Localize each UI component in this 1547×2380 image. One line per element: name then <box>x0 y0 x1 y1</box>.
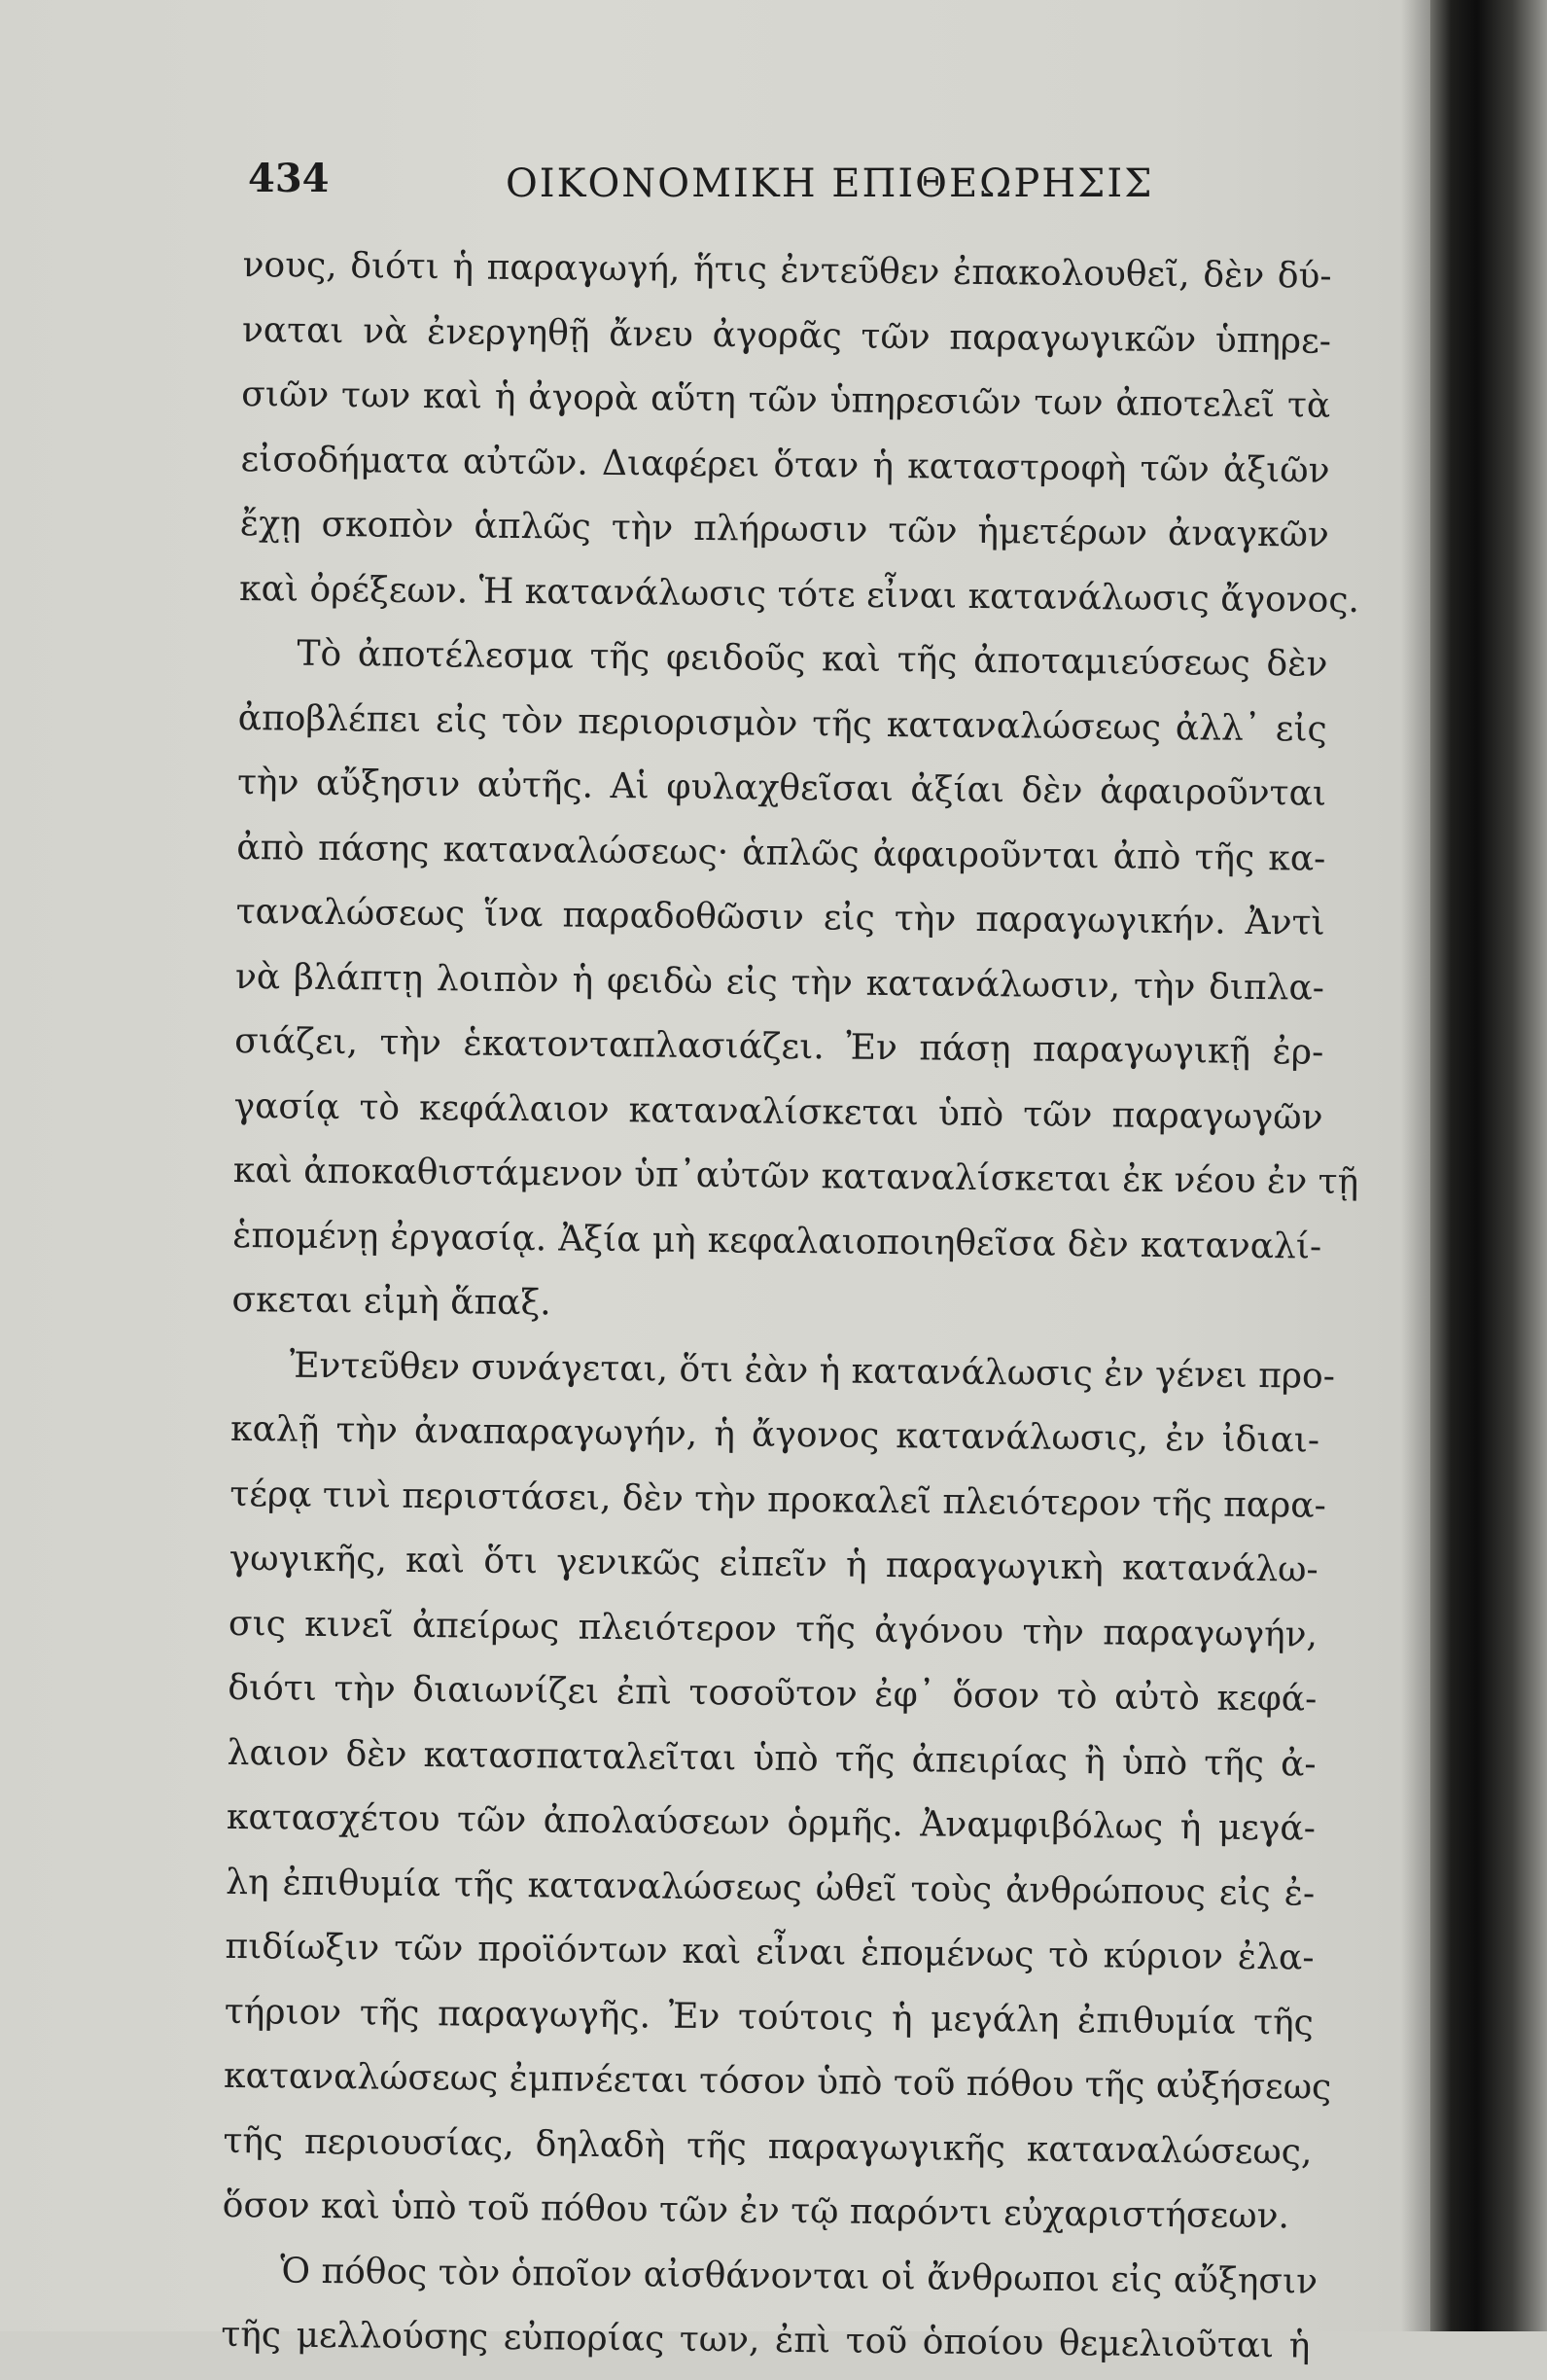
text-line: καὶ ἀποκαθιστάμενον ὑπ᾽αὐτῶν καταναλίσκεται ἐκ νέου ἐν τῇ <box>232 1150 1359 1203</box>
book-spine <box>1430 0 1547 2331</box>
text-line: καλῇ τὴν ἀναπαραγωγήν, ἡ ἄγονος κατανάλωσις, ἐν ἰδιαι- <box>229 1408 1320 1461</box>
text-line: Ἐντεῦθεν συνάγεται, ὅτι ἐὰν ἡ κατανάλωσις ἐν γένει προ- <box>289 1345 1336 1397</box>
text-line: νὰ βλάπτῃ λοιπὸν ἡ φειδὼ εἰς τὴν κατανάλωσιν, τὴν διπλα- <box>234 956 1325 1009</box>
text-line: ἀπὸ πάσης καταναλώσεως· ἁπλῶς ἀφαιροῦνται ἀπὸ τῆς κα- <box>236 827 1326 879</box>
text-line: Τὸ ἀποτέλεσμα τῆς φειδοῦς καὶ τῆς ἀποταμιεύσεως δὲν <box>297 633 1328 685</box>
text-line: λη ἐπιθυμία τῆς καταναλώσεως ὠθεῖ τοὺς ἀνθρώπους εἰς ἐ- <box>226 1862 1316 1914</box>
text-line: σιῶν των καὶ ἡ ἀγορὰ αὕτη τῶν ὑπηρεσιῶν των ἀποτελεῖ τὰ <box>241 373 1331 426</box>
text-line: ὅσον καὶ ὑπὸ τοῦ πόθου τῶν ἐν τῷ παρόντι εὐχαριστήσεων. <box>222 2185 1290 2237</box>
text-line: νους, διότι ἡ παραγωγή, ἥτις ἐντεῦθεν ἐπακολουθεῖ, δὲν δύ- <box>242 244 1332 297</box>
text-line: ταναλώσεως ἵνα παραδοθῶσιν εἰς τὴν παραγωγικήν. Ἀντὶ <box>235 891 1325 943</box>
text-line: τήριον τῆς παραγωγῆς. Ἐν τούτοις ἡ μεγάλη ἐπιθυμία τῆς <box>224 1991 1315 2043</box>
text-line: τὴν αὔξησιν αὐτῆς. Αἱ φυλαχθεῖσαι ἀξίαι δὲν ἀφαιροῦνται <box>236 762 1327 814</box>
text-line: λαιον δὲν κατασπαταλεῖται ὑπὸ τῆς ἀπειρίας ἢ ὑπὸ τῆς ἀ- <box>227 1732 1317 1785</box>
text-line: σιάζει, τὴν ἑκατονταπλασιάζει. Ἐν πάσῃ παραγωγικῇ ἐρ- <box>234 1020 1324 1073</box>
text-line: τέρᾳ τινὶ περιστάσει, δὲν τὴν προκαλεῖ πλειότερον τῆς παρα- <box>229 1474 1326 1526</box>
text-line: σκεται εἰμὴ ἅπαξ. <box>231 1279 551 1324</box>
text-line: ναται νὰ ἐνεργηθῇ ἄνευ ἀγορᾶς τῶν παραγωγικῶν ὑπηρε- <box>241 309 1332 362</box>
text-line: γωγικῆς, καὶ ὅτι γενικῶς εἰπεῖν ἡ παραγωγικὴ κατανάλω- <box>229 1538 1318 1590</box>
text-line: καὶ ὀρέξεων. Ἡ κατανάλωσις τότε εἶναι κατανάλωσις ἄγονος. <box>238 568 1360 621</box>
page-header <box>248 156 1220 224</box>
text-line: ἔχῃ σκοπὸν ἁπλῶς τὴν πλήρωσιν τῶν ἡμετέρων ἀναγκῶν <box>239 503 1330 555</box>
text-line: ἑπομένῃ ἐργασίᾳ. Ἀξία μὴ κεφαλαιοποιηθεῖσα δὲν καταναλί- <box>231 1215 1322 1267</box>
text-line: διότι τὴν διαιωνίζει ἐπὶ τοσοῦτον ἐφ᾽ ὅσον τὸ αὐτὸ κεφά- <box>228 1667 1318 1720</box>
text-line: γασίᾳ τὸ κεφάλαιον καταναλίσκεται ὑπὸ τῶν παραγωγῶν <box>233 1085 1323 1138</box>
text-line: Ὁ πόθος τὸν ὁποῖον αἰσθάνονται οἱ ἄνθρωποι εἰς αὔξησιν <box>279 2251 1318 2302</box>
text-line: σις κινεῖ ἀπείρως πλειότερον τῆς ἀγόνου τὴν παραγωγήν, <box>228 1603 1318 1655</box>
text-line: τῆς περιουσίας, δηλαδὴ τῆς παραγωγικῆς καταναλώσεως, <box>223 2120 1313 2173</box>
text-line: τῆς μελλούσης εὐπορίας των, ἐπὶ τοῦ ὁποίου θεμελιοῦται ἡ <box>221 2314 1311 2366</box>
text-line: ἀποβλέπει εἰς τὸν περιορισμὸν τῆς καταναλώσεως ἀλλ᾽ εἰς <box>237 697 1327 750</box>
text-line: καταναλώσεως ἐμπνέεται τόσον ὑπὸ τοῦ πόθου τῆς αὐξήσεως <box>223 2055 1332 2108</box>
body-text <box>221 233 1360 2379</box>
page-number: 434 <box>248 156 330 201</box>
running-title: ΟΙΚΟΝΟΜΙΚΗ ΕΠΙΘΕΩΡΗΣΙΣ <box>506 161 1154 206</box>
text-line: κατασχέτου τῶν ἀπολαύσεων ὁρμῆς. Ἀναμφιβόλως ἡ μεγά- <box>226 1796 1317 1849</box>
text-line: πιδίωξιν τῶν προϊόντων καὶ εἶναι ἑπομένως τὸ κύριον ἐλα- <box>225 1926 1315 1978</box>
text-line: εἰσοδήματα αὐτῶν. Διαφέρει ὅταν ἡ καταστροφὴ τῶν ἀξιῶν <box>240 439 1330 491</box>
page-gutter-shadow <box>1401 0 1430 2331</box>
